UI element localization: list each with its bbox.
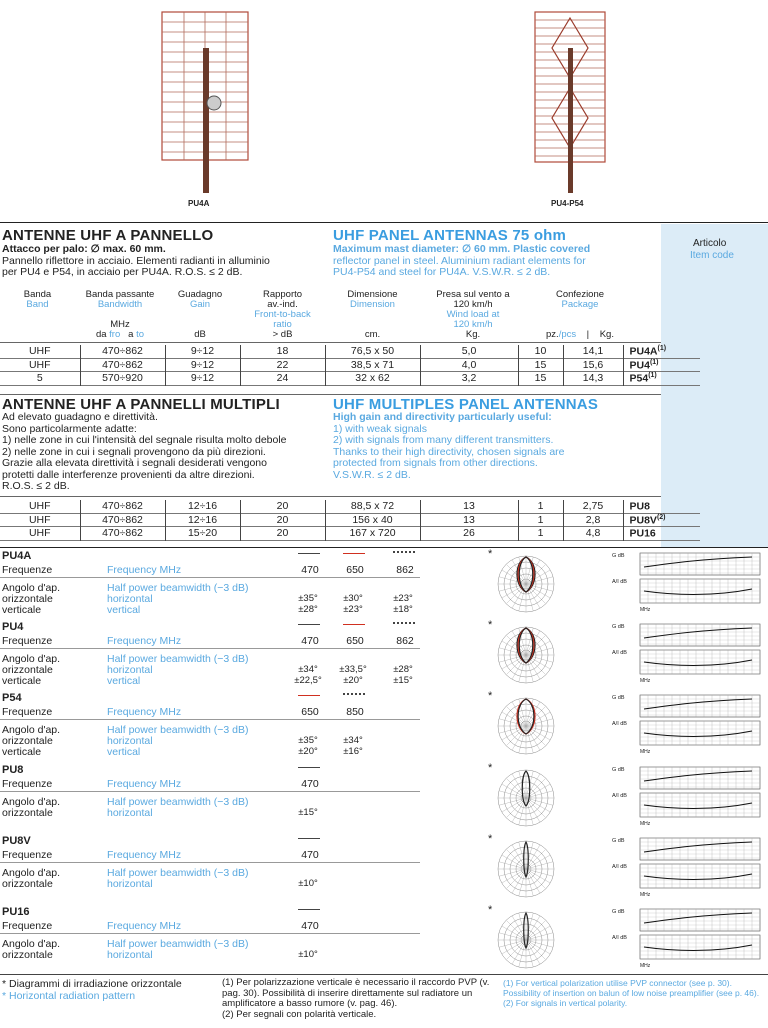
half-power-label: Half power beamwidth (−3 dB) [107, 724, 249, 736]
footnote-rule [0, 974, 768, 975]
header-dimension: Dimensione Dimension cm. [347, 289, 398, 340]
table-cell: 18 [240, 345, 325, 358]
table-cell: 24 [240, 372, 325, 386]
model-title: PU8V [2, 835, 31, 847]
item-code: PU4$^{(1)}$ [629, 358, 659, 371]
vertical-label: vertical [107, 604, 141, 616]
table-cell: 13 [420, 513, 518, 527]
angolo-label: Angolo d'ap. [2, 724, 61, 736]
ai-db-label: A/I dB [612, 793, 627, 799]
table-cell: 9÷12 [165, 358, 240, 372]
frequenze-label: Frequenze [2, 849, 53, 861]
freq-value: 470 [301, 635, 319, 647]
ai-db-label: A/I dB [612, 935, 627, 941]
section1-title-en: UHF PANEL ANTENNAS 75 ohm [333, 227, 567, 244]
table-cell: 32 x 62 [325, 372, 420, 386]
horizontal-label: horizontal [107, 878, 153, 890]
horizontal-label: horizontal [107, 593, 153, 605]
freq-value: 650 [301, 706, 319, 718]
table-cell: 76,5 x 50 [325, 345, 420, 358]
table-cell: 470÷862 [80, 513, 165, 527]
star-marker: * [488, 619, 493, 631]
table-cell: 1 [518, 527, 563, 541]
h-beamwidth-value: ±10° [298, 949, 318, 960]
angolo-label: Angolo d'ap. [2, 867, 61, 879]
h-beamwidth-value: ±34° [343, 735, 363, 746]
ai-db-label: A/I dB [612, 650, 627, 656]
g-db-label: G dB [612, 838, 625, 844]
section2-title-it: ANTENNE UHF A PANNELLI MULTIPLI [2, 396, 280, 413]
mhz-axis-label: MHz [640, 607, 651, 613]
table-cell: 15 [518, 372, 563, 386]
item-code: PU8 [629, 500, 650, 513]
item-code-label: Item code [690, 250, 734, 261]
table-row [0, 500, 700, 513]
h-beamwidth-value: ±35° [298, 593, 318, 604]
legend-swatch [298, 767, 320, 768]
h-beamwidth-value: ±35° [298, 735, 318, 746]
table-cell: 470÷862 [80, 358, 165, 372]
freq-rule [0, 862, 420, 863]
image-caption-right: PU4-P54 [551, 199, 584, 208]
ai-db-label: A/I dB [612, 864, 627, 870]
table-cell: 13 [420, 500, 518, 513]
table-cell: 1 [518, 513, 563, 527]
section1-desc-en: Maximum mast diameter: ∅ 60 mm. Plastic covered reflector panel in steel. Aluminium radiant elements for PU4-P54 and steel for PU4A. V.S.W.R. ≤ 2 dB. [333, 243, 591, 278]
orizzontale-label: orizzontale [2, 664, 53, 676]
freq-value: 650 [346, 564, 364, 576]
orizzontale-label: orizzontale [2, 593, 53, 605]
table-row [0, 345, 700, 358]
freq-value: 650 [346, 635, 364, 647]
section2-desc-it: Ad elevato guadagno e direttività. Sono particolarmente adatte: 1) nelle zone in cui l'intensità del segnale risulta molto debole 2) nelle zone in cui i segnali provengono da più direzioni. Grazie alla elevata direttività i segnali desiderati vengono protetti dalle interferenze provenienti da altre direzioni. R.O.S. ≤ 2 dB. [2, 411, 287, 492]
v-beamwidth-value: ±23° [343, 604, 363, 615]
frequency-label: Frequency MHz [107, 778, 182, 790]
item-code: $PU4A^{(1)}$ [629, 345, 667, 358]
table-row [0, 358, 700, 372]
mhz-axis-label: MHz [640, 892, 651, 898]
freq-value: 470 [301, 849, 319, 861]
radiation-pattern [488, 619, 560, 686]
verticale-label: verticale [2, 746, 42, 758]
table-cell: UHF [0, 500, 80, 513]
half-power-label: Half power beamwidth (−3 dB) [107, 938, 249, 950]
mhz-axis-label: MHz [640, 821, 651, 827]
h-beamwidth-value: ±33,5° [339, 664, 367, 675]
gain-graph [612, 836, 764, 900]
star-marker: * [488, 690, 493, 702]
radiation-pattern [488, 904, 560, 971]
ai-db-label: A/I dB [612, 579, 627, 585]
g-db-label: G dB [612, 624, 625, 630]
half-power-label: Half power beamwidth (−3 dB) [107, 796, 249, 808]
table-cell: 9÷12 [165, 372, 240, 386]
section-divider [0, 222, 768, 223]
angolo-label: Angolo d'ap. [2, 582, 61, 594]
table-cell: 5,0 [420, 345, 518, 358]
star-marker: * [488, 548, 493, 560]
table-cell: 22 [240, 358, 325, 372]
v-beamwidth-value: ±18° [393, 604, 413, 615]
table-cell: 2,75 [563, 500, 623, 513]
table-cell: 4,8 [563, 527, 623, 541]
frequenze-label: Frequenze [2, 920, 53, 932]
table-cell: UHF [0, 513, 80, 527]
frequency-label: Frequency MHz [107, 849, 182, 861]
horizontal-label: horizontal [107, 664, 153, 676]
verticale-label: verticale [2, 675, 42, 687]
freq-value: 470 [301, 920, 319, 932]
model-title: PU4 [2, 621, 24, 633]
vertical-label: vertical [107, 675, 141, 687]
table-cell: 12÷16 [165, 513, 240, 527]
section2-desc-en: High gain and directivity particularly useful: 1) with weak signals 2) with signals from many different transmitters. Thanks to their high directivity, chosen signals are protected from signals from other directions. V.S.W.R. ≤ 2 dB. [333, 411, 565, 481]
table-cell: 14,3 [563, 372, 623, 386]
h-beamwidth-value: ±10° [298, 878, 318, 889]
vertical-label: vertical [107, 746, 141, 758]
models-top-rule [0, 547, 768, 548]
table-cell: 26 [420, 527, 518, 541]
v-beamwidth-value: ±16° [343, 746, 363, 757]
image-caption-left: PU4A [188, 199, 210, 208]
table-cell: 167 x 720 [325, 527, 420, 541]
table-cell: 470÷862 [80, 345, 165, 358]
h-beamwidth-value: ±15° [298, 807, 318, 818]
header-gain: Guadagno Gain dB [177, 289, 223, 340]
header-band: Banda Band [23, 289, 52, 310]
radiation-pattern [488, 690, 560, 757]
gain-graph [612, 907, 764, 971]
v-beamwidth-value: ±15° [393, 675, 413, 686]
gain-graph [612, 765, 764, 829]
angolo-label: Angolo d'ap. [2, 653, 61, 665]
gain-graph [612, 551, 764, 615]
footnote-en: (1) For vertical polarization utilise PVP connector (see p. 30). Possibility of insertion on balun of low noise preamplifier (see p. 46). (2) For signals in vertical polarity. [503, 978, 760, 1008]
section2-divider [0, 394, 661, 395]
half-power-label: Half power beamwidth (−3 dB) [107, 653, 249, 665]
table-cell: 1 [518, 500, 563, 513]
model-title: PU4A [2, 550, 32, 562]
ai-db-label: A/I dB [612, 721, 627, 727]
radiation-pattern [488, 548, 560, 615]
g-db-label: G dB [612, 767, 625, 773]
g-db-label: G dB [612, 553, 625, 559]
star-marker: * [488, 762, 493, 774]
table-cell: 2,8 [563, 513, 623, 527]
v-beamwidth-value: ±20° [298, 746, 318, 757]
gain-graph [612, 693, 764, 757]
table-cell: UHF [0, 527, 80, 541]
freq-rule [0, 791, 420, 792]
table-section2 [0, 500, 700, 541]
legend-swatch [343, 553, 365, 554]
v-beamwidth-value: ±20° [343, 675, 363, 686]
freq-rule [0, 577, 420, 578]
frequency-label: Frequency MHz [107, 564, 182, 576]
mhz-axis-label: MHz [640, 749, 651, 755]
table-cell: 470÷862 [80, 500, 165, 513]
table-cell: 3,2 [420, 372, 518, 386]
star-marker: * [488, 833, 493, 845]
v-beamwidth-value: ±28° [298, 604, 318, 615]
g-db-label: G dB [612, 695, 625, 701]
freq-value: 470 [301, 778, 319, 790]
table-cell: UHF [0, 345, 80, 358]
horizontal-label: horizontal [107, 949, 153, 961]
legend-swatch-dotted [393, 551, 415, 553]
frequenze-label: Frequenze [2, 778, 53, 790]
section1-title-it: ANTENNE UHF A PANNELLO [2, 227, 214, 244]
section1-desc-it: Attacco per palo: ∅ max. 60 mm. Pannello riflettore in acciaio. Elementi radianti in alluminio per PU4 e P54, in acciaio per PU4A. R.O.S. ≤ 2 dB. [2, 243, 270, 278]
frequency-label: Frequency MHz [107, 920, 182, 932]
table-cell: UHF [0, 358, 80, 372]
angolo-label: Angolo d'ap. [2, 796, 61, 808]
table-row [0, 527, 700, 541]
orizzontale-label: orizzontale [2, 735, 53, 747]
mhz-axis-label: MHz [640, 963, 651, 969]
h-beamwidth-value: ±34° [298, 664, 318, 675]
table-cell: 20 [240, 513, 325, 527]
frequenze-label: Frequenze [2, 635, 53, 647]
table-cell: 5 [0, 372, 80, 386]
model-title: PU16 [2, 906, 30, 918]
header-ratio: Rapporto av.-ind. Front-to-back ratio > dB [254, 289, 311, 340]
table-section1 [0, 345, 700, 386]
legend-swatch [343, 624, 365, 625]
freq-value: 470 [301, 564, 319, 576]
frequenze-label: Frequenze [2, 706, 53, 718]
freq-value: 862 [396, 564, 414, 576]
g-db-label: G dB [612, 909, 625, 915]
table-cell: 88,5 x 72 [325, 500, 420, 513]
table-cell: 15 [518, 358, 563, 372]
table-cell: 570÷920 [80, 372, 165, 386]
half-power-label: Half power beamwidth (−3 dB) [107, 867, 249, 879]
header-package: Confezione Package pz./pcs | Kg. [546, 289, 614, 340]
gain-graph [612, 622, 764, 686]
frequency-label: Frequency MHz [107, 635, 182, 647]
table2-top-rule [0, 496, 661, 497]
section2-title-en: UHF MULTIPLES PANEL ANTENNAS [333, 396, 599, 413]
v-beamwidth-value: ±22,5° [294, 675, 322, 686]
h-beamwidth-value: ±28° [393, 664, 413, 675]
orizzontale-label: orizzontale [2, 949, 53, 961]
legend-swatch-dotted [343, 693, 365, 695]
freq-value: 850 [346, 706, 364, 718]
horizontal-label: horizontal [107, 807, 153, 819]
frequenze-label: Frequenze [2, 564, 53, 576]
table-cell: 10 [518, 345, 563, 358]
legend-swatch [298, 553, 320, 554]
item-code: P54$^{(1)}$ [629, 372, 657, 385]
header-bandwidth: Banda passante Bandwidth MHz da fro a to [85, 289, 155, 340]
table-cell: 12÷16 [165, 500, 240, 513]
orizzontale-label: orizzontale [2, 807, 53, 819]
frequency-label: Frequency MHz [107, 706, 182, 718]
antenna-image-pu4-p54 [530, 8, 610, 193]
legend-swatch [298, 624, 320, 625]
model-title: PU8 [2, 764, 24, 776]
radiation-pattern [488, 762, 560, 829]
orizzontale-label: orizzontale [2, 878, 53, 890]
table-row [0, 372, 700, 386]
table-cell: 470÷862 [80, 527, 165, 541]
table-cell: 20 [240, 527, 325, 541]
table-cell: 15,6 [563, 358, 623, 372]
freq-rule [0, 648, 420, 649]
footnote-star: * Diagrammi di irradiazione orizzontale * Horizontal radiation pattern [2, 978, 182, 1002]
h-beamwidth-value: ±30° [343, 593, 363, 604]
freq-rule [0, 719, 420, 720]
table-cell: 156 x 40 [325, 513, 420, 527]
table-row [0, 513, 700, 527]
item-code-column-bg [661, 224, 768, 547]
header-wind: Presa sul vento a 120 km/h Wind load at 120 km/h Kg. [436, 289, 510, 340]
star-marker: * [488, 904, 493, 916]
table-cell: 9÷12 [165, 345, 240, 358]
mhz-axis-label: MHz [640, 678, 651, 684]
freq-rule [0, 933, 420, 934]
half-power-label: Half power beamwidth (−3 dB) [107, 582, 249, 594]
item-code: $PU8V^{(2)}$ [629, 513, 666, 526]
item-code: PU16 [629, 527, 656, 540]
antenna-image-pu4a [150, 8, 260, 193]
angolo-label: Angolo d'ap. [2, 938, 61, 950]
legend-swatch [298, 909, 320, 910]
table-cell: 15÷20 [165, 527, 240, 541]
model-title: P54 [2, 692, 22, 704]
h-beamwidth-value: ±23° [393, 593, 413, 604]
legend-swatch [298, 695, 320, 696]
table1-top-rule [0, 342, 661, 343]
verticale-label: verticale [2, 604, 42, 616]
table-cell: 38,5 x 71 [325, 358, 420, 372]
table-cell: 20 [240, 500, 325, 513]
table-cell: 4,0 [420, 358, 518, 372]
articolo-label: Articolo [693, 238, 727, 249]
legend-swatch [298, 838, 320, 839]
freq-value: 862 [396, 635, 414, 647]
radiation-pattern [488, 833, 560, 900]
horizontal-label: horizontal [107, 735, 153, 747]
footnote-it: (1) Per polarizzazione verticale è necessario il raccordo PVP (v. pag. 30). Possibilità di inserire direttamente sul radiatore un amplificatore a basso rumore (v. pag. 46). (2) Per segnali con polarità verticale. [222, 977, 490, 1020]
legend-swatch-dotted [393, 622, 415, 624]
table-cell: 14,1 [563, 345, 623, 358]
